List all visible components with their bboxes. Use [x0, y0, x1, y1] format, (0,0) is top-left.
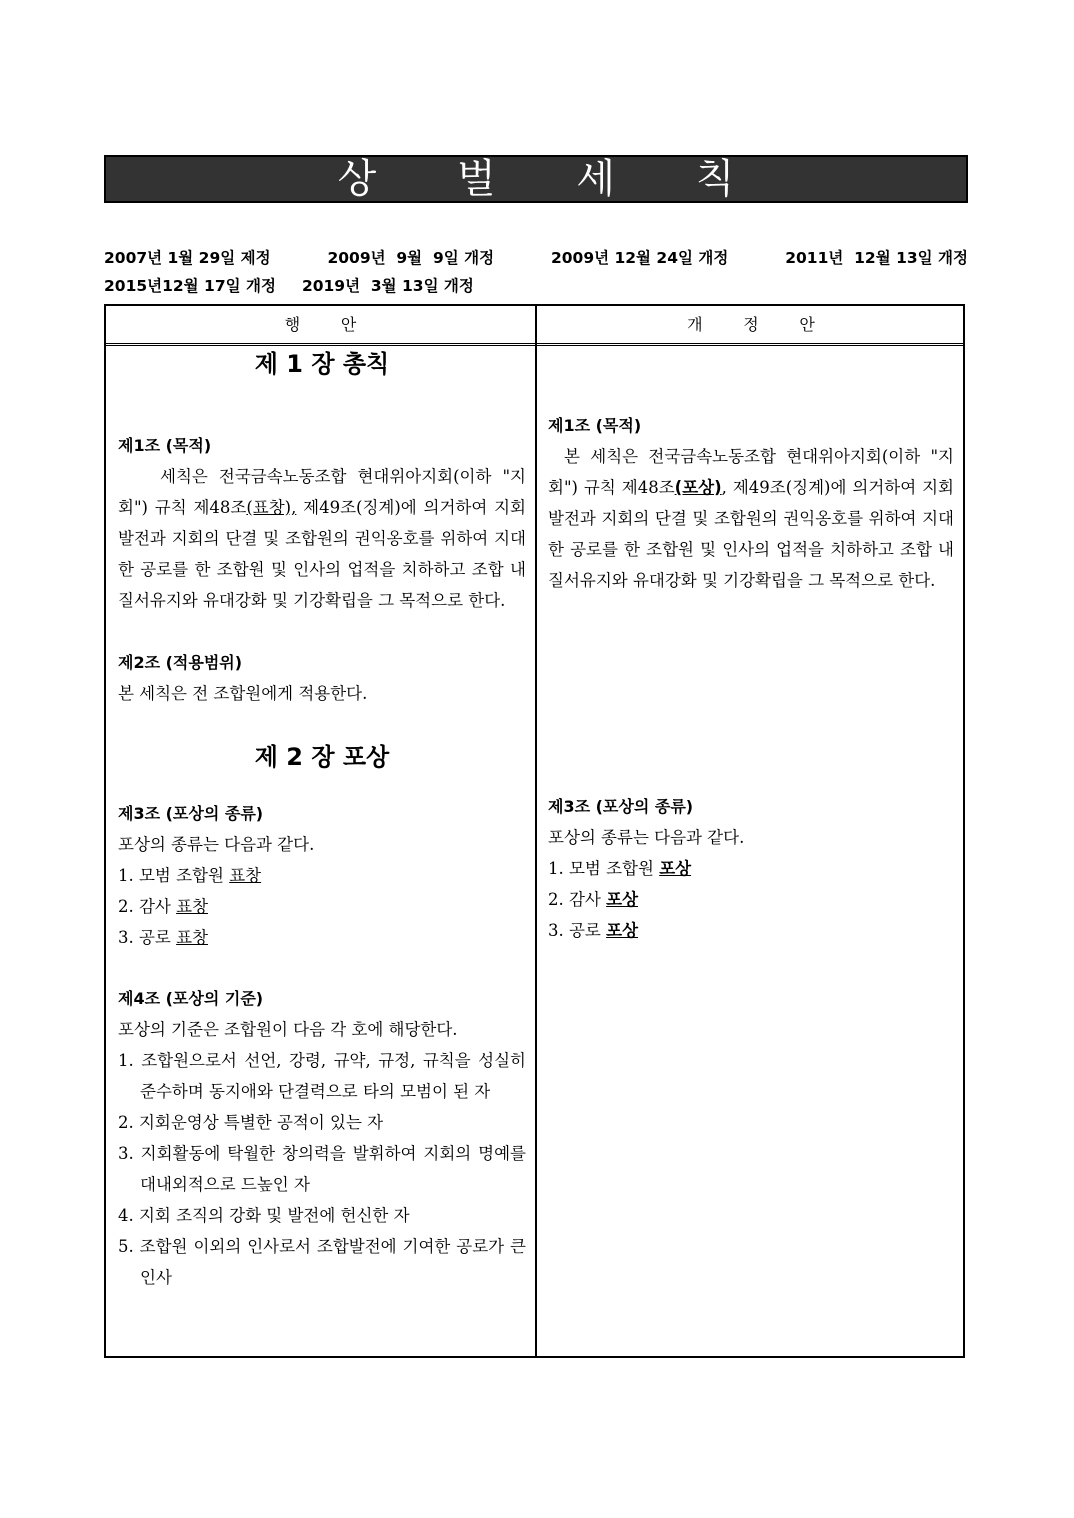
- article-1-title: 제1조 (목적): [118, 436, 212, 455]
- article-1-title: 제1조 (목적): [548, 416, 642, 435]
- revision-entry: 2019년 3월 13일 개정: [301, 277, 474, 295]
- revision-entry: 2007년 1월 29일 제정: [104, 249, 271, 267]
- list-item: 1. 모범 조합원 포상: [548, 859, 692, 878]
- document-title: 상 벌 세 칙: [337, 156, 769, 202]
- list-item: 2. 감사 포상: [548, 890, 639, 909]
- underlined-term: (포상): [674, 478, 722, 497]
- revision-entry: 2011년 12월 13일 개정: [785, 249, 968, 267]
- article-2-title: 제2조 (적용범위): [118, 653, 243, 672]
- chapter-1-heading: 제 1 장 총칙: [254, 350, 390, 378]
- comparison-table: [104, 304, 965, 1358]
- revision-history: [104, 244, 968, 300]
- chapter-2-heading: 제 2 장 포상: [254, 743, 390, 771]
- list-item: 2. 지회운영상 특별한 공적이 있는 자: [118, 1113, 384, 1132]
- article-3-intro: 포상의 종류는 다음과 같다.: [548, 828, 745, 847]
- article-2-body: 본 세칙은 전 조합원에게 적용한다.: [118, 684, 368, 703]
- document-title-bar: [104, 155, 968, 203]
- column-divider: [535, 306, 537, 1356]
- list-item: 1. 모범 조합원 표창: [118, 866, 262, 885]
- article-1-body: 본 세칙은 전국금속노동조합 현대위아지회(이하 "지회") 규칙 제48조(포상), 제49조(징계)에 의거하여 지회 발전과 지회의 단결 및 조합원의 권익옹호를 위하여 지대한 공로를 한 조합원 및 인사의 업적을 치하하고 조합 내 질서유지와 유대강화 및 기강확립을 그 목적으로 한다.: [548, 447, 954, 590]
- current-column: [118, 344, 526, 1293]
- article-3-intro: 포상의 종류는 다음과 같다.: [118, 835, 315, 854]
- header-revised: 개 정 안: [687, 315, 815, 334]
- list-item: 1. 조합원으로서 선언, 강령, 규약, 규정, 규칙을 성실히 준수하며 동지애와 단결력으로 타의 모범이 된 자: [118, 1051, 526, 1101]
- revised-column: [548, 344, 954, 946]
- underlined-term: (표창),: [246, 498, 297, 517]
- article-3-title: 제3조 (포상의 종류): [548, 797, 694, 816]
- list-item: 2. 감사 표창: [118, 897, 209, 916]
- article-3-title: 제3조 (포상의 종류): [118, 804, 264, 823]
- revision-entry: 2015년12월 17일 개정: [104, 277, 276, 295]
- list-item: 3. 공로 포상: [548, 921, 639, 940]
- article-4-intro: 포상의 기준은 조합원이 다음 각 호에 해당한다.: [118, 1020, 458, 1039]
- article-1-body: 세칙은 전국금속노동조합 현대위아지회(이하 "지회") 규칙 제48조(표창), 제49조(징계)에 의거하여 지회 발전과 지회의 단결 및 조합원의 권익옹호를 위하여 지대한 공로를 한 조합원 및 인사의 업적을 치하하고 조합 내 질서유지와 유대강화 및 기강확립을 그 목적으로 한다.: [118, 467, 526, 610]
- revision-history-line-1: [104, 244, 968, 272]
- revision-entry: 2009년 9월 9일 개정: [327, 249, 495, 267]
- list-item: 3. 지회활동에 탁월한 창의력을 발휘하여 지회의 명예를 대내외적으로 드높인 자: [118, 1144, 526, 1194]
- list-item: 5. 조합원 이외의 인사로서 조합발전에 기여한 공로가 큰 인사: [118, 1237, 526, 1287]
- revision-history-line-2: [104, 272, 968, 300]
- article-4-title: 제4조 (포상의 기준): [118, 989, 264, 1008]
- list-item: 4. 지회 조직의 강화 및 발전에 헌신한 자: [118, 1206, 410, 1225]
- revision-entry: 2009년 12월 24일 개정: [550, 249, 729, 267]
- list-item: 3. 공로 표창: [118, 928, 209, 947]
- header-current: 행 안: [284, 315, 357, 334]
